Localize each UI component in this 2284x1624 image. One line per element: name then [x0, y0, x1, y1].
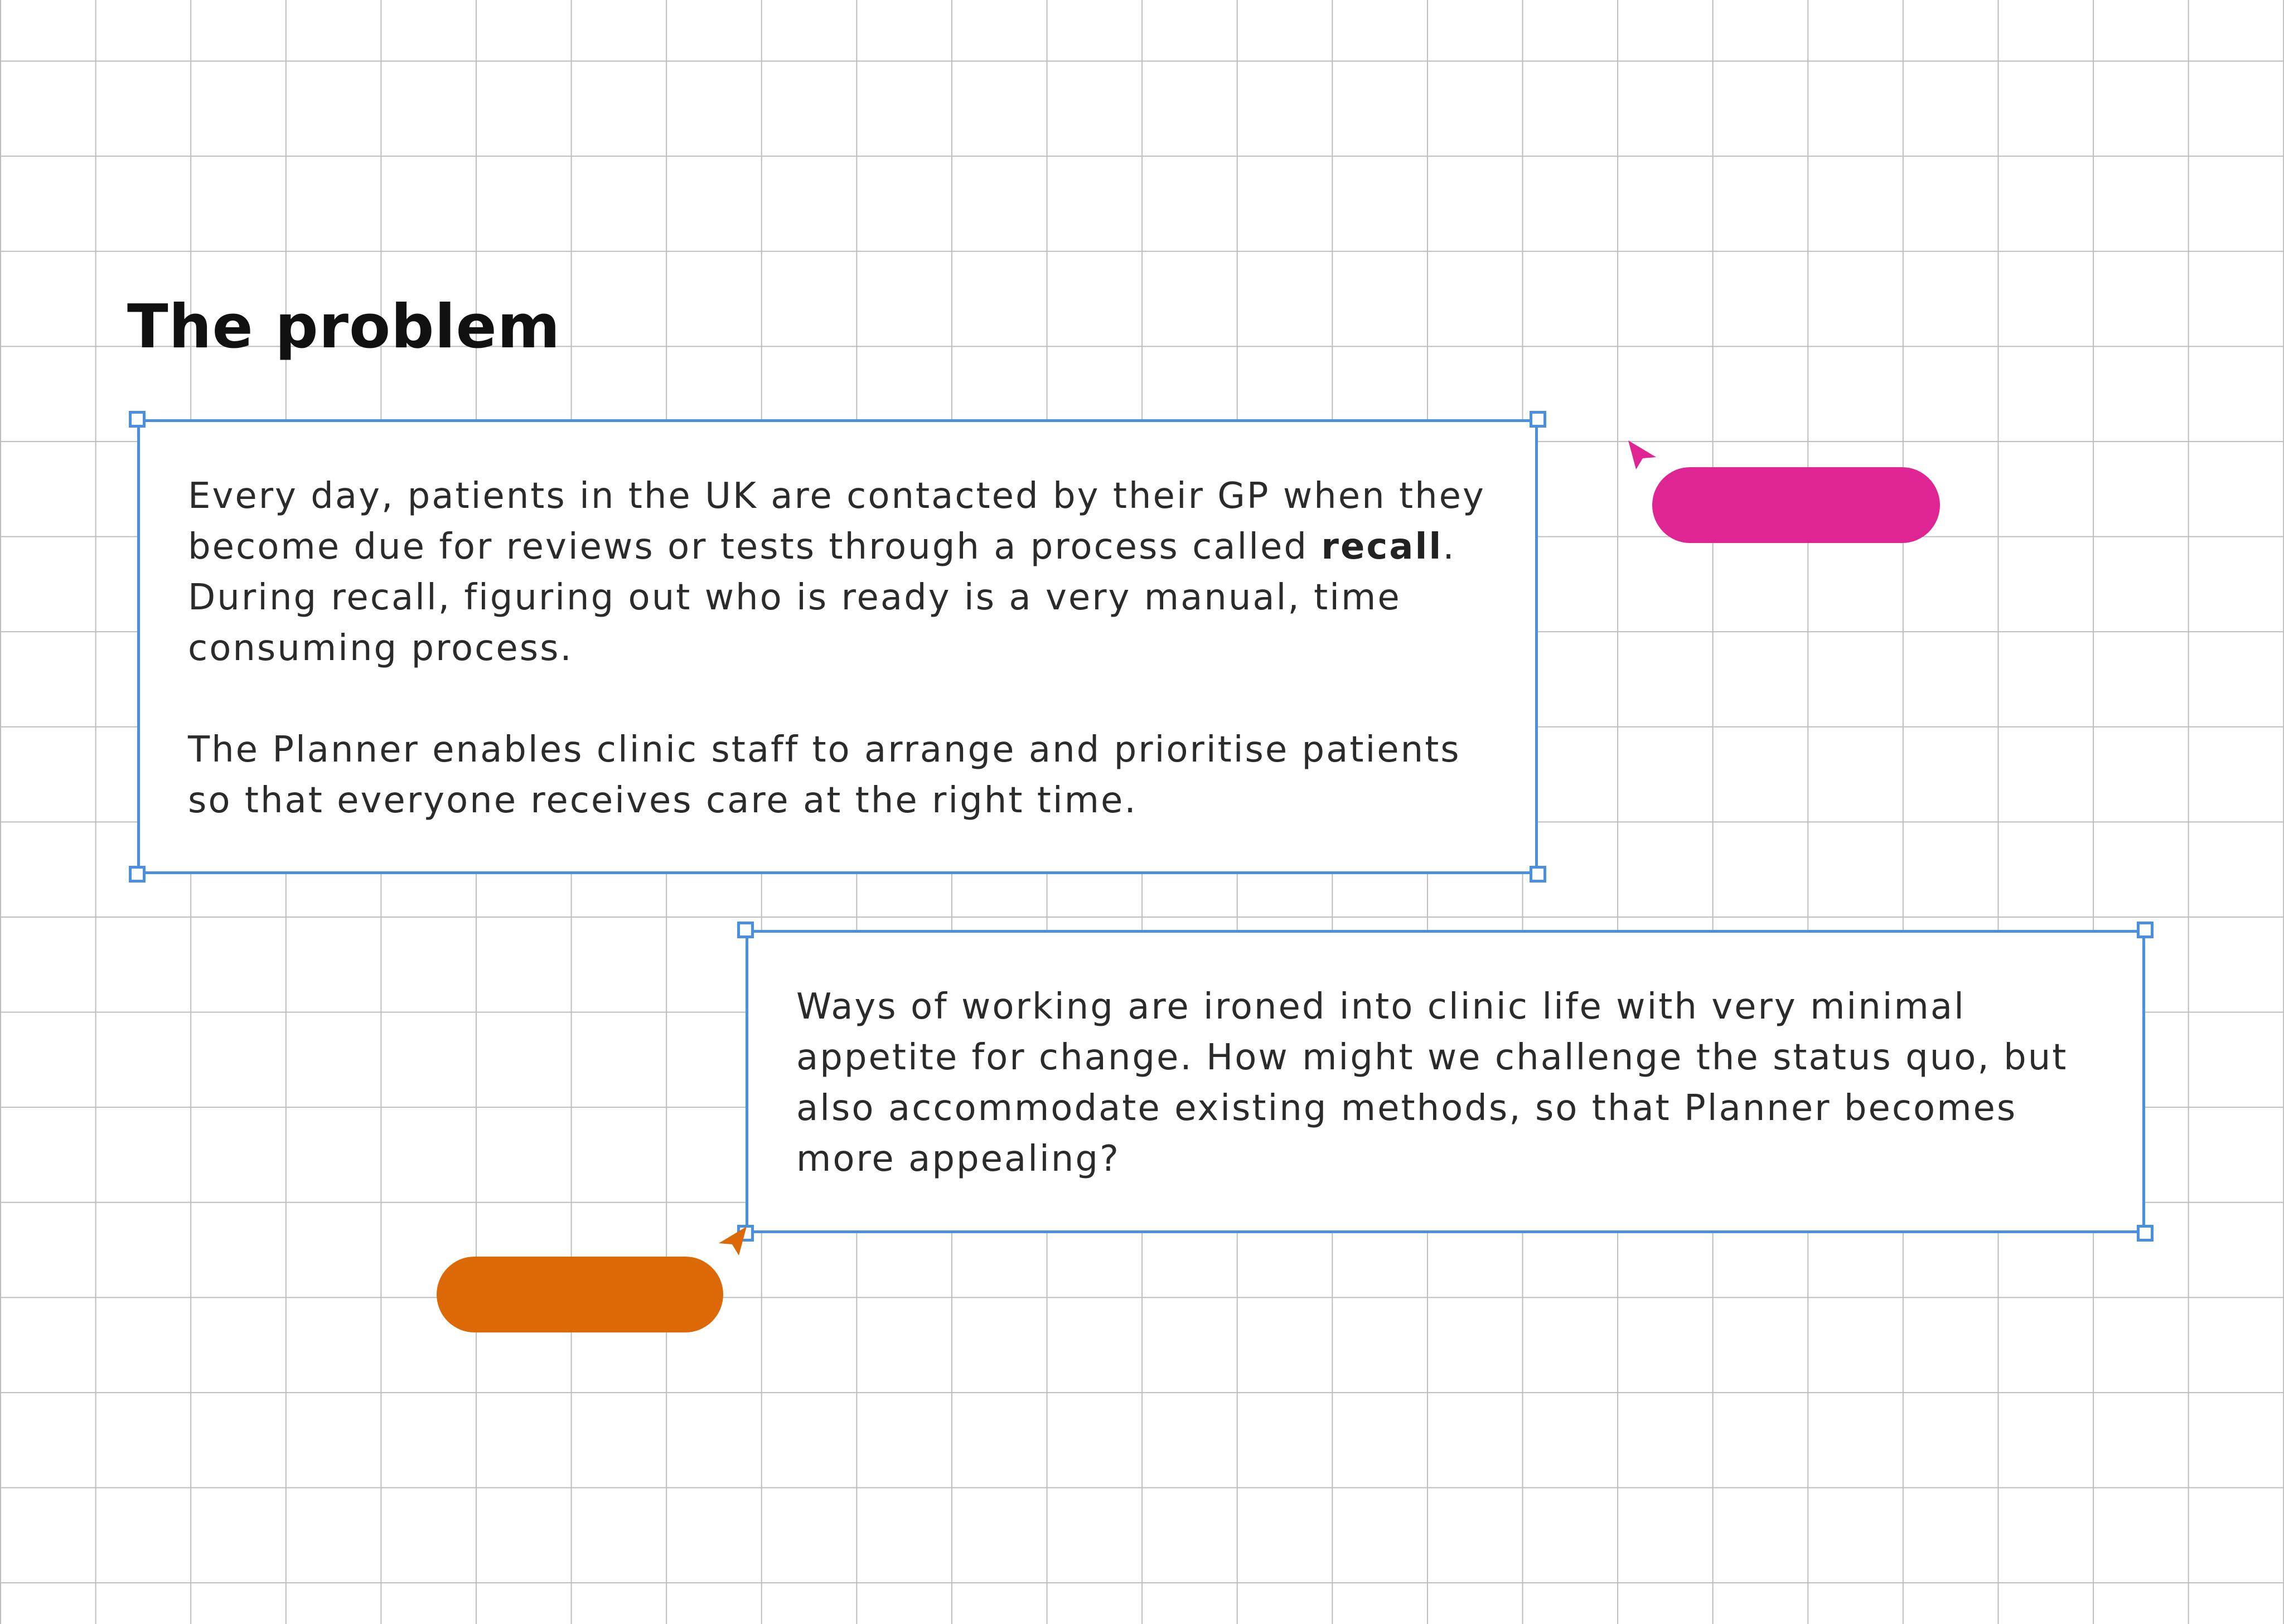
recall-term: recall: [1321, 526, 1443, 568]
orange-collaborator-cursor-tag: [437, 1257, 723, 1332]
challenge-paragraph: Ways of working are ironed into clinic life with very minimal appetite for change. How might we challenge the status quo, but also accommodate existing methods, so that Planner becomes more appealing?: [796, 986, 2068, 1180]
resize-handle-top-left[interactable]: [129, 411, 146, 428]
recall-text-before: Every day, patients in the UK are contacted by their GP when they become due for reviews or tests through a process called: [188, 476, 1485, 568]
resize-handle-top-left[interactable]: [737, 922, 754, 938]
page-title: The problem: [127, 292, 561, 362]
challenge-text-content[interactable]: [796, 982, 2109, 1185]
recall-text-after: . During recall, figuring out who is ready is a very manual, time consuming process.: [188, 526, 1456, 669]
resize-handle-bottom-right[interactable]: [1530, 866, 1546, 883]
resize-handle-top-right[interactable]: [1530, 411, 1546, 428]
resize-handle-bottom-left[interactable]: [129, 866, 146, 883]
challenge-text-box[interactable]: [746, 930, 2145, 1233]
problem-paragraph-recall: [188, 471, 1502, 674]
pointer-arrow-icon: [715, 1224, 749, 1258]
resize-handle-bottom-right[interactable]: [2137, 1225, 2154, 1242]
resize-handle-top-right[interactable]: [2137, 922, 2154, 938]
pointer-arrow-icon: [1626, 438, 1659, 472]
problem-paragraph-planner: The Planner enables clinic staff to arrange and prioritise patients so that everyone receives care at the right time.: [188, 729, 1461, 821]
problem-text-box[interactable]: [137, 419, 1538, 874]
paragraph-spacer: [188, 674, 1502, 725]
pink-collaborator-cursor-tag: [1652, 467, 1940, 543]
problem-text-content[interactable]: [188, 471, 1502, 826]
